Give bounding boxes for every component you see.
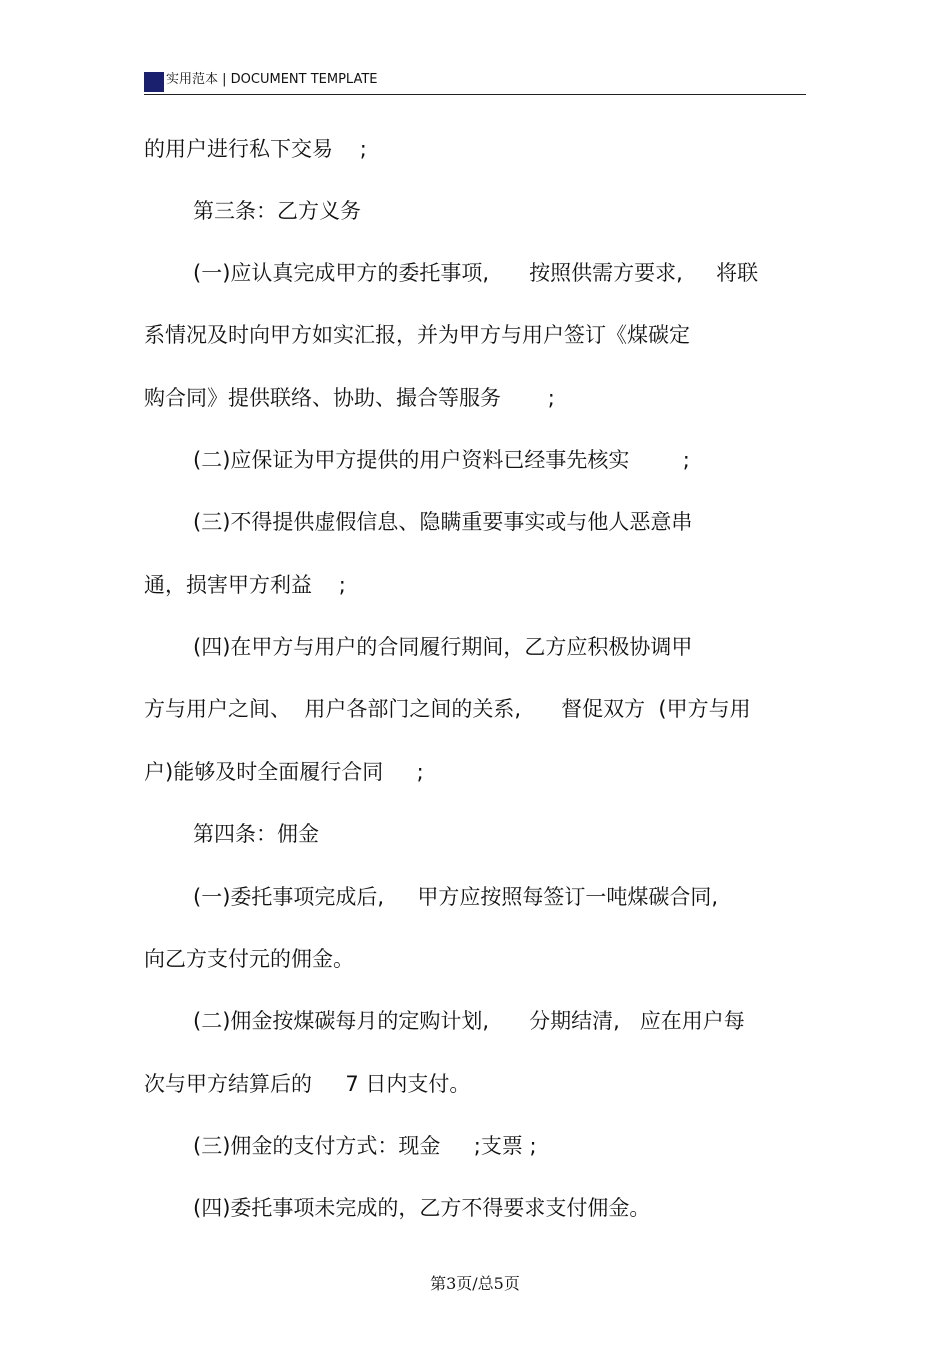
body-line-4: 系情况及时向甲方如实汇报，并为甲方与用户签订《煤碳定 [144,323,690,347]
body-line-18: (四)委托事项未完成的，乙方不得要求支付佣金。 [193,1196,651,1220]
body-line-15: (二)佣金按煤碳每月的定购计划, 分期结清, 应在用户每 [193,1009,745,1033]
body-line-16: 次与甲方结算后的 7 日内支付。 [144,1072,471,1096]
article-3-heading: 第三条：乙方义务 [193,199,361,223]
page-number: 第3页/总5页 [430,1274,520,1293]
body-line-8: 通，损害甲方利益 ; [144,573,346,597]
body-line-5: 购合同》提供联络、协助、撮合等服务 ; [144,386,555,410]
body-line-14: 向乙方支付元的佣金。 [144,947,354,971]
body-line-13: (一)委托事项完成后, 甲方应按照每签订一吨煤碳合同, [193,885,719,909]
body-line-6: (二)应保证为甲方提供的用户资料已经事先核实 ; [193,448,690,472]
article-4-heading: 第四条：佣金 [193,822,319,846]
body-line-3: (一)应认真完成甲方的委托事项, 按照供需方要求, 将联 [193,261,759,285]
body-line-1: 的用户进行私下交易 ; [144,137,367,161]
body-line-11: 户)能够及时全面履行合同 ; [144,760,424,784]
header-title: 实用范本 | DOCUMENT TEMPLATE [166,72,378,87]
body-line-10: 方与用户之间、 用户各部门之间的关系, 督促双方 (甲方与用 [144,697,751,721]
body-line-7: (三)不得提供虚假信息、隐瞒重要事实或与他人恶意串 [193,510,693,534]
body-line-17: (三)佣金的支付方式：现金 ;支票 ; [193,1134,537,1158]
page-header [144,70,806,95]
body-line-9: (四)在甲方与用户的合同履行期间，乙方应积极协调甲 [193,635,693,659]
header-logo-square [144,72,164,92]
